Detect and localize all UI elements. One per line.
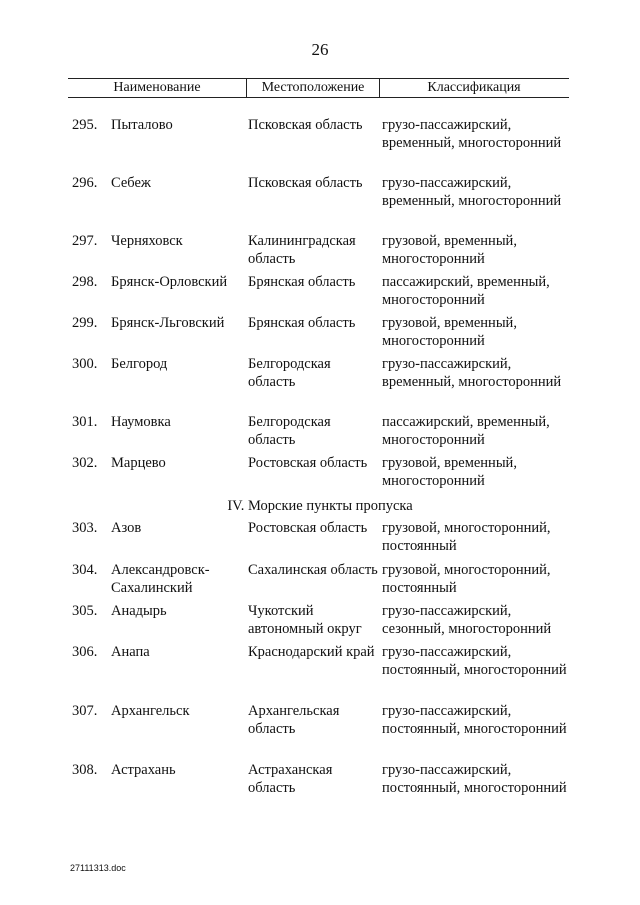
row-number: 302. [72, 455, 98, 471]
column-header-classification: Классификация [427, 80, 521, 95]
row-number: 296. [72, 175, 98, 191]
row-location: Псковская область [248, 117, 363, 133]
row-location: Астраханская область [248, 762, 333, 796]
row-location: Ростовская область [248, 520, 368, 536]
row-name: Черняховск [111, 233, 183, 249]
row-location: Брянская область [248, 315, 356, 331]
row-name: Азов [111, 520, 142, 536]
row-number: 300. [72, 356, 98, 372]
row-number: 304. [72, 562, 98, 578]
row-location: Ростовская область [248, 455, 368, 471]
row-name: Пыталово [111, 117, 173, 133]
row-name: Анадырь [111, 603, 167, 619]
row-location: Белгородская область [248, 414, 331, 448]
row-classification: грузо-пассажирский, постоянный, многосторонний [382, 644, 567, 678]
row-number: 301. [72, 414, 98, 430]
row-classification: грузовой, временный, многосторонний [382, 315, 517, 349]
row-location: Архангельская область [248, 703, 340, 737]
row-name: Марцево [111, 455, 166, 471]
row-name: Белгород [111, 356, 168, 372]
column-header-name: Наименование [113, 80, 201, 95]
row-classification: грузовой, временный, многосторонний [382, 455, 517, 489]
row-name: Наумовка [111, 414, 171, 430]
row-location: Калининградская область [248, 233, 356, 267]
row-classification: грузовой, многосторонний, постоянный [382, 562, 551, 596]
row-classification: грузо-пассажирский, временный, многосторонний [382, 175, 562, 209]
row-name: Астрахань [111, 762, 176, 778]
page-number: 26 [311, 40, 329, 59]
row-number: 295. [72, 117, 98, 133]
row-name: Брянск-Льговский [111, 315, 225, 331]
row-name: Архангельск [111, 703, 190, 719]
row-number: 305. [72, 603, 98, 619]
document-filename: 27111313.doc [70, 863, 126, 873]
row-classification: грузо-пассажирский, постоянный, многосторонний [382, 762, 567, 796]
row-number: 297. [72, 233, 98, 249]
column-header-location: Местоположение [246, 79, 380, 97]
row-location: Чукотский автономный округ [248, 603, 362, 637]
row-number: 307. [72, 703, 98, 719]
row-number: 308. [72, 762, 98, 778]
row-classification: грузо-пассажирский, постоянный, многосторонний [382, 703, 567, 737]
row-location: Белгородская область [248, 356, 331, 390]
row-location: Псковская область [248, 175, 363, 191]
row-classification: грузовой, временный, многосторонний [382, 233, 517, 267]
row-number: 299. [72, 315, 98, 331]
row-number: 306. [72, 644, 98, 660]
row-name: Александровск-Сахалинский [111, 562, 210, 596]
row-classification: пассажирский, временный, многосторонний [382, 414, 550, 448]
row-location: Краснодарский край [248, 644, 375, 660]
row-classification: грузо-пассажирский, временный, многосторонний [382, 117, 562, 151]
section-title: IV. Морские пункты пропуска [227, 498, 413, 514]
row-name: Брянск-Орловский [111, 274, 228, 290]
row-name: Анапа [111, 644, 150, 660]
row-classification: грузо-пассажирский, временный, многосторонний [382, 356, 562, 390]
row-number: 303. [72, 520, 98, 536]
row-number: 298. [72, 274, 98, 290]
row-classification: грузовой, многосторонний, постоянный [382, 520, 551, 554]
row-location: Брянская область [248, 274, 356, 290]
row-location: Сахалинская область [248, 562, 378, 578]
row-name: Себеж [111, 175, 151, 191]
row-classification: грузо-пассажирский, сезонный, многосторонний [382, 603, 552, 637]
row-classification: пассажирский, временный, многосторонний [382, 274, 550, 308]
